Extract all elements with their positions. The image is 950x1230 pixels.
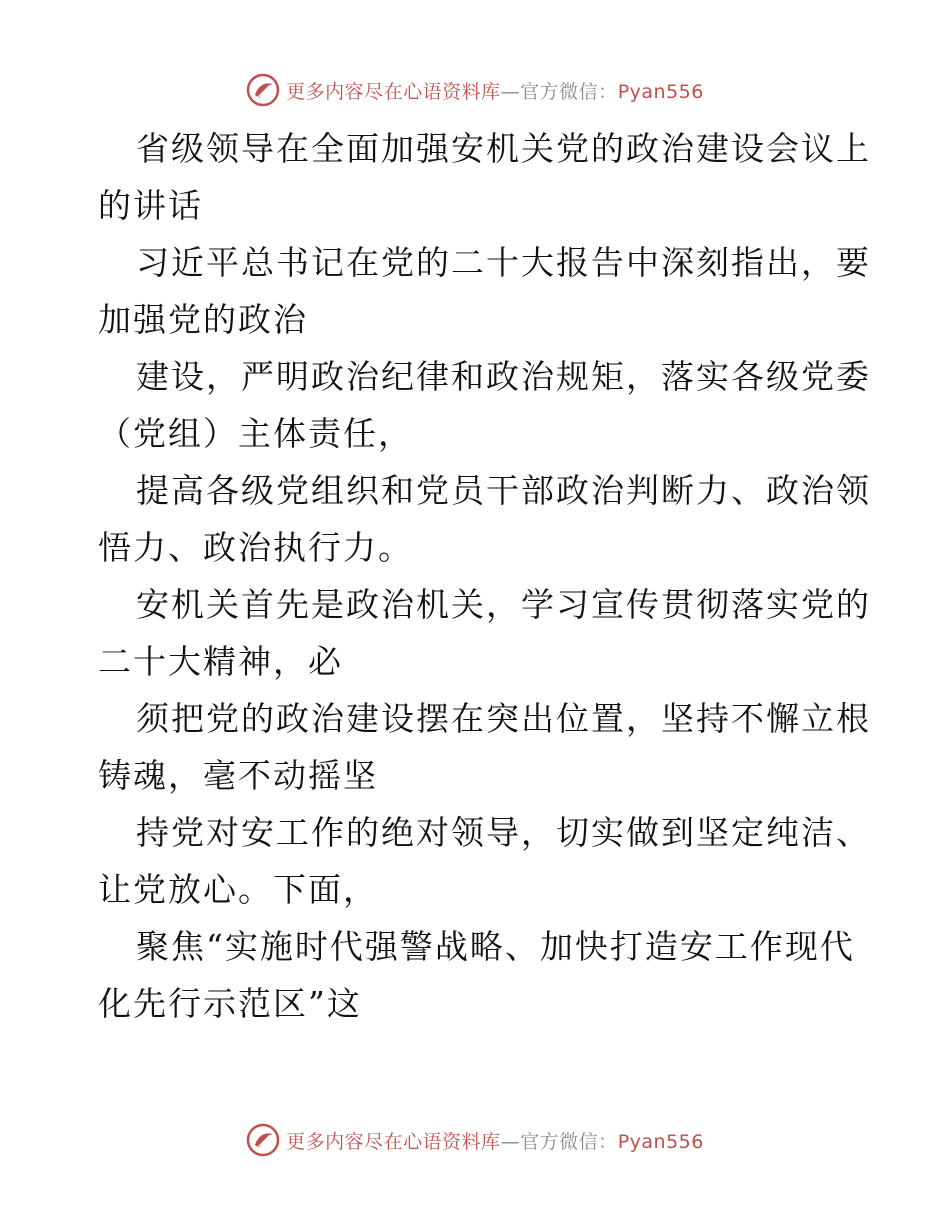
paragraph (98, 462, 871, 576)
paragraph-line: 安机关首先是政治机关，学习宣传贯彻落实党的 (136, 585, 871, 624)
paragraph-line: 化先行示范区”这 (98, 984, 362, 1023)
paragraph (98, 234, 871, 348)
footer-watermark (0, 1120, 950, 1160)
header-watermark (0, 70, 950, 110)
watermark-text: 更多内容尽在心语资料库—官方微信：Pyan556 (286, 1130, 704, 1153)
paragraph-line: 铸魂，毫不动摇坚 (98, 756, 378, 795)
paragraph-line: 省级领导在全面加强安机关党的政治建设会议上 (136, 129, 871, 168)
paragraph-title (98, 120, 871, 234)
paragraph-line: 须把党的政治建设摆在突出位置，坚持不懈立根 (136, 699, 871, 738)
brand-logo-icon (246, 1123, 280, 1157)
paragraph (98, 576, 871, 690)
paragraph-line: 提高各级党组织和党员干部政治判断力、政治领 (136, 471, 871, 510)
document-body (98, 120, 871, 1032)
paragraph-line: 加强党的政治 (98, 300, 308, 339)
paragraph (98, 348, 871, 462)
paragraph-line: （党组）主体责任， (98, 414, 413, 453)
paragraph-line: 聚焦“实施时代强警战略、加快打造安工作现代 (136, 927, 855, 966)
paragraph-line: 建设，严明政治纪律和政治规矩，落实各级党委 (136, 357, 871, 396)
brand-logo-icon (246, 73, 280, 107)
paragraph-line: 让党放心。下面， (98, 870, 378, 909)
watermark-text: 更多内容尽在心语资料库—官方微信：Pyan556 (286, 80, 704, 103)
paragraph-line: 习近平总书记在党的二十大报告中深刻指出，要 (136, 243, 871, 282)
paragraph-line: 持党对安工作的绝对领导，切实做到坚定纯洁、 (136, 813, 871, 852)
paragraph-line: 悟力、政治执行力。 (98, 528, 413, 567)
paragraph (98, 918, 858, 1032)
paragraph (98, 690, 871, 804)
paragraph-line: 的讲话 (98, 186, 203, 225)
paragraph (98, 804, 871, 918)
paragraph-line: 二十大精神，必 (98, 642, 343, 681)
